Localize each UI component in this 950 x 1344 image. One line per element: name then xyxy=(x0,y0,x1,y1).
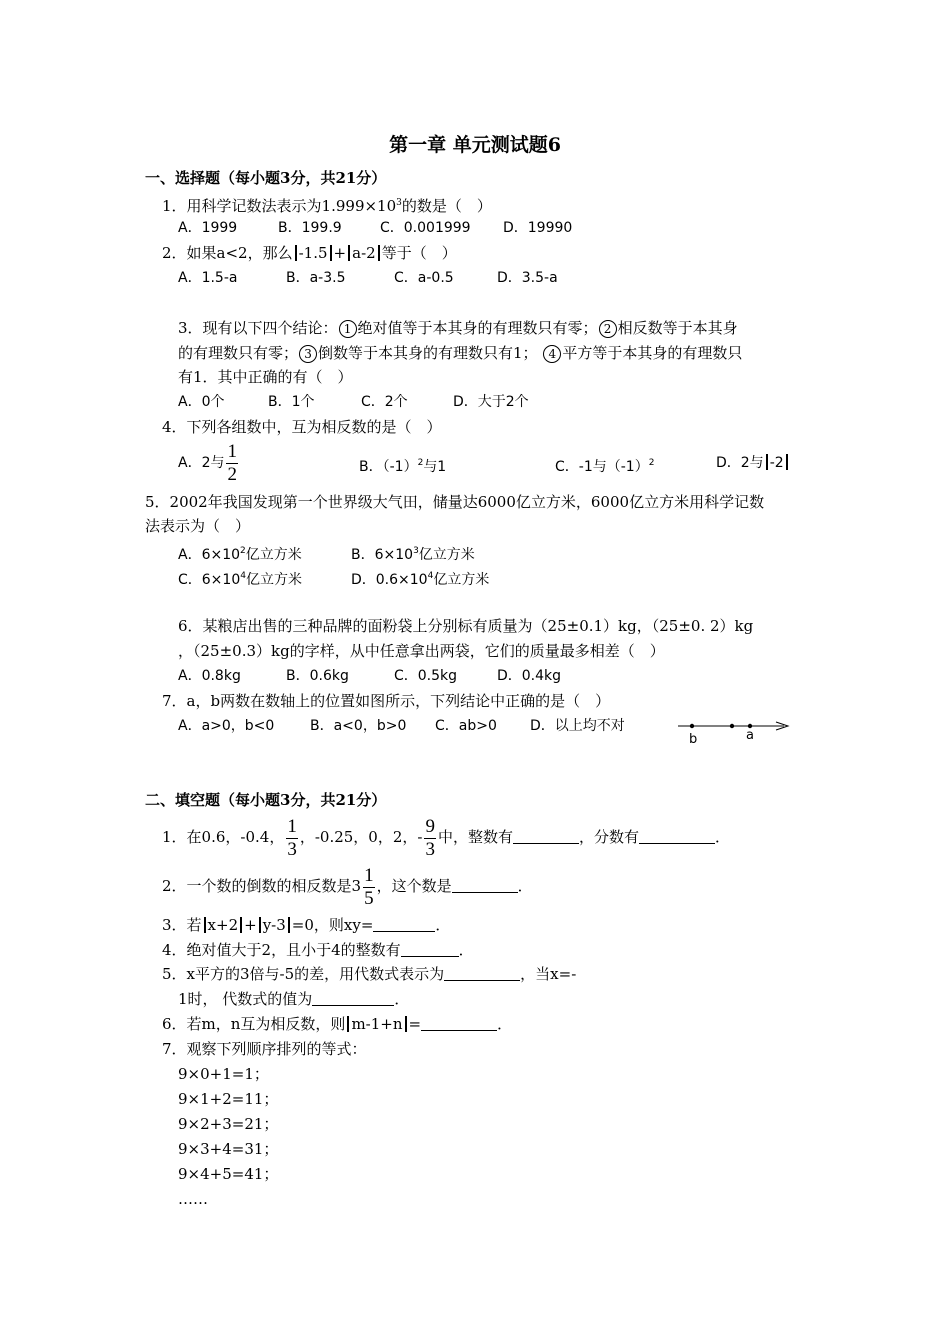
f3-line: 3．若 x+2 + y-3 =0，则xy= ． xyxy=(162,916,451,934)
q5-line-2: 法表示为（ ） xyxy=(145,517,251,535)
f6-line: 6．若m，n互为相反数，则 m-1+n = ． xyxy=(162,1015,513,1033)
q7-option-b: B．a<0，b>0 xyxy=(310,718,407,734)
q3-option-d: D．大于2个 xyxy=(453,394,529,410)
f5-line-2: 1时， 代数式的值为 ． xyxy=(178,990,410,1008)
fraction-nine-thirds: $\frac{9}{3}$ xyxy=(425,815,435,860)
q6-option-a: A．0.8kg xyxy=(178,668,241,684)
circled-two: 2 xyxy=(599,320,617,338)
q2-option-a: A．1.5-a xyxy=(178,270,238,286)
q3-option-b: B．1个 xyxy=(268,394,315,410)
label-a: a xyxy=(746,728,754,743)
section-choice-heading: 一、选择题（每小题3分，共21分） xyxy=(145,169,387,187)
f7-equation-3: 9×2+3=21； xyxy=(178,1115,279,1133)
q5-line-1: 5．2002年我国发现第一个世界级大气田，储量达6000亿立方米，6000亿立方米用科学记数 xyxy=(145,493,765,511)
q1-option-d: D．19990 xyxy=(503,220,573,236)
f1-blank-fractions[interactable] xyxy=(639,829,715,844)
q1-option-b: B．199.9 xyxy=(278,220,342,236)
point-mid-dot xyxy=(730,724,734,728)
f4-blank[interactable] xyxy=(401,942,459,957)
q5-option-c: C．$6\times 10^4$亿立方米 xyxy=(178,571,302,588)
q5-option-d: D．$0.6\times 10^4$亿立方米 xyxy=(351,571,490,588)
f4-line: 4．绝对值大于2，且小于4的整数有 ． xyxy=(162,941,474,959)
page-title: 第一章 单元测试题6 xyxy=(389,134,561,156)
q1-option-c: C．0.001999 xyxy=(380,220,471,236)
f7-equation-4: 9×3+4=31； xyxy=(178,1140,279,1158)
f1-line: 1．在0.6，-0.4， $\frac{1}{3}$ ，-0.25，0，2，- $\frac{9}{3}$ 中，整数有 ，分数有 ． xyxy=(162,815,730,860)
f7-stem: 7．观察下列顺序排列的等式： xyxy=(162,1040,367,1058)
fraction-one-third: $\frac{1}{3}$ xyxy=(287,815,297,860)
q4-stem: 4．下列各组数中，互为相反数的是（ ） xyxy=(162,418,442,436)
fraction-one-half: $\frac{1}{2}$ xyxy=(227,440,237,485)
f3-blank[interactable] xyxy=(373,917,435,932)
q4-option-a: A．2与 $\frac{1}{2}$ xyxy=(178,440,237,485)
q4-option-d: D．2与 -2 xyxy=(716,453,790,473)
q7-stem: 7．a，b两数在数轴上的位置如图所示，下列结论中正确的是（ ） xyxy=(162,692,611,710)
point-b-dot xyxy=(690,724,694,728)
q3-line-2: 的有理数只有零； 3 倒数等于本其身的有理数只有1； 4 平方等于本其身的有理数只 xyxy=(178,344,743,362)
number-line-figure xyxy=(672,712,796,746)
q7-option-d: D．以上均不对 xyxy=(530,718,625,734)
q2-stem: 2．如果a<2，那么 -1.5 + a-2 等于（ ） xyxy=(162,244,457,262)
q5-option-b: B．$6\times 10^3$亿立方米 xyxy=(351,546,475,563)
q6-option-c: C．0.5kg xyxy=(394,668,458,684)
f5-blank-expression[interactable] xyxy=(444,966,520,981)
q6-line-1: 6．某粮店出售的三种品牌的面粉袋上分别标有质量为（25±0.1）kg，（25±0. 2）kg xyxy=(178,617,754,635)
f7-equation-1: 9×0+1=1； xyxy=(178,1065,269,1083)
q3-option-a: A．0个 xyxy=(178,394,225,410)
circled-three: 3 xyxy=(299,345,317,363)
q6-option-d: D．0.4kg xyxy=(497,668,562,684)
q2-option-c: C．a-0.5 xyxy=(394,270,454,286)
circled-one: 1 xyxy=(339,320,357,338)
q7-option-a: A．a>0，b<0 xyxy=(178,718,275,734)
f5-line-1: 5．x平方的3倍与-5的差，用代数式表示为 ，当x=- xyxy=(162,965,577,983)
label-b: b xyxy=(689,732,698,746)
q4-option-b: B．$(-1)^2$与1 xyxy=(359,458,447,475)
q4-option-c: C．-1与$(-1)^2$ xyxy=(555,458,655,475)
f1-blank-integers[interactable] xyxy=(513,829,579,844)
q3-line-1: 3．现有以下四个结论： 1 绝对值等于本其身的有理数只有零； 2 相反数等于本其身 xyxy=(178,319,738,337)
f5-blank-value[interactable] xyxy=(312,991,394,1006)
q6-line-2: ，（25±0.3）kg的字样，从中任意拿出两袋，它们的质量最多相差（ ） xyxy=(178,642,665,660)
fraction-one-fifth: $\frac{1}{5}$ xyxy=(364,864,374,909)
circled-four: 4 xyxy=(543,345,561,363)
q7-option-c: C．ab>0 xyxy=(435,718,497,734)
f7-equation-2: 9×1+2=11； xyxy=(178,1090,279,1108)
q3-option-c: C．2个 xyxy=(361,394,408,410)
q2-option-b: B．a-3.5 xyxy=(286,270,346,286)
q3-line-3: 有1．其中正确的有（ ） xyxy=(178,368,353,386)
q2-option-d: D．3.5-a xyxy=(497,270,558,286)
q1-option-a: A．1999 xyxy=(178,220,238,236)
f2-line: 2．一个数的倒数的相反数是3 $\frac{1}{5}$ ，这个数是 ． xyxy=(162,864,533,909)
f6-blank[interactable] xyxy=(421,1016,497,1031)
f7-equation-5: 9×4+5=41； xyxy=(178,1165,279,1183)
q6-option-b: B．0.6kg xyxy=(286,668,349,684)
q5-option-a: A．$6\times 10^2$亿立方米 xyxy=(178,546,302,563)
f7-ellipsis: …… xyxy=(178,1190,208,1208)
q1-stem: 1．用科学记数法表示为$1.999\times 10^3$的数是（ ） xyxy=(162,197,492,215)
f2-blank[interactable] xyxy=(452,878,518,893)
section-fill-heading: 二、填空题（每小题3分，共21分） xyxy=(145,791,387,809)
